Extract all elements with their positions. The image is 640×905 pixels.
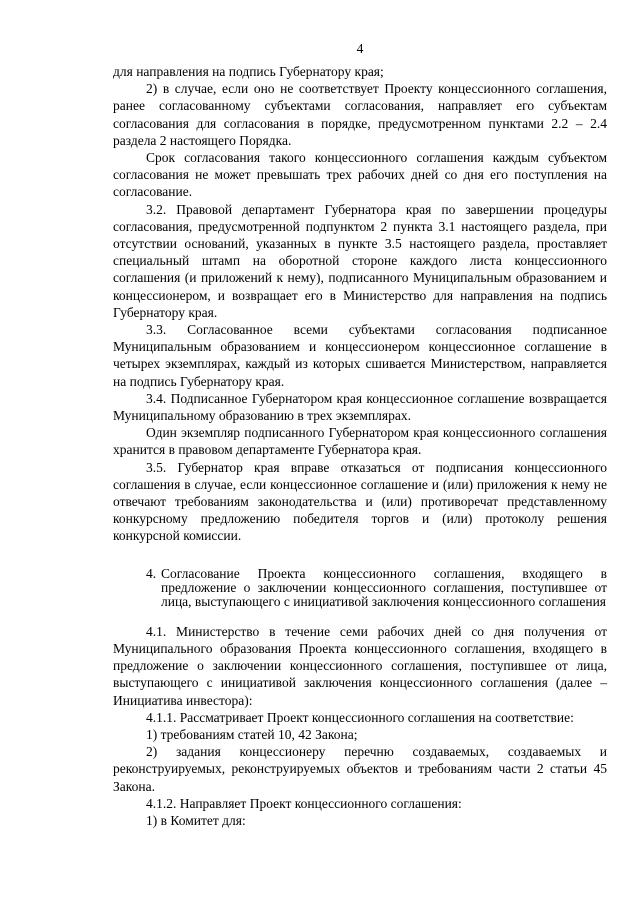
body-before-section [113,63,607,545]
paragraph: 3.2. Правовой департамент Губернатора края по завершении процедуры согласования, предусмотренной подпунктом 2 пункта 3.1 настоящего раздела, при отсутствии оснований, указанных в пункте 3.5 настоящего раздела, проставляет специальный штамп на оборотной стороне каждого листа концессионного соглашения (и приложений к нему), подписанного Муниципальным образованием и концессионером, и возвращает его в Министерство для направления на подпись Губернатору края. [113,201,607,320]
paragraph: 3.3. Согласованное всеми субъектами согласования подписанное Муниципальным образованием и концессионером концессионное соглашение в четырех экземплярах, каждый из которых сшивается Министерством, направляется на подпись Губернатору края. [113,322,607,389]
paragraph: Срок согласования такого концессионного соглашения каждым субъектом согласования не может превышать трех рабочих дней со дня его поступления на согласование. [113,150,607,200]
paragraph: 2) задания концессионеру перечню создаваемых, создаваемых и реконструируемых, реконструируемых объектов и требованиям части 2 статьи 45 Закона. [113,744,607,794]
paragraph: 1) в Комитет для: [146,812,246,828]
paragraph: 4.1.1. Рассматривает Проект концессионного соглашения на соответствие: [146,709,574,725]
paragraph: 4.1.2. Направляет Проект концессионного соглашения: [146,795,462,811]
paragraph: 4.1. Министерство в течение семи рабочих дней со дня получения от Муниципального образования Проекта концессионного соглашения, входящего в предложение о заключении концессионного соглашения, поступившее от лица, выступающего с инициативой заключения концессионного соглашения (далее – Инициатива инвестора): [113,623,607,708]
paragraph: для направления на подпись Губернатору края; [113,64,384,79]
section-number: 4. [146,565,157,581]
body-after-section [113,623,607,829]
page-number: 4 [356,41,364,56]
paragraph: 2) в случае, если оно не соответствует Проекту концессионного соглашения, ранее согласованному субъектами согласования, направляет его субъектам согласования для согласования в порядке, предусмотренном пунктами 2.2 – 2.4 раздела 2 настоящего Порядка. [113,81,607,148]
paragraph: 1) требованиям статей 10, 42 Закона; [146,726,358,742]
section-title: Согласование Проекта концессионного соглашения, входящего в предложение о заключении концессионного соглашения, поступившее от лица, выступающего с инициативой заключения концессионного соглашения [161,565,607,609]
section-heading [113,567,607,609]
paragraph: Один экземпляр подписанного Губернатором края концессионного соглашения хранится в правовом департаменте Губернатора края. [113,425,607,458]
paragraph: 3.4. Подписанное Губернатором края концессионное соглашение возвращается Муниципальному образованию в трех экземплярах. [113,390,607,424]
paragraph: 3.5. Губернатор края вправе отказаться от подписания концессионного соглашения в случае, если концессионное соглашение и (или) приложения к нему не отвечают требованиям законодательства и (или) противоречат представленному конкурсному предложению победителя торгов и (или) протоколу решения конкурсной комиссии. [113,459,607,544]
